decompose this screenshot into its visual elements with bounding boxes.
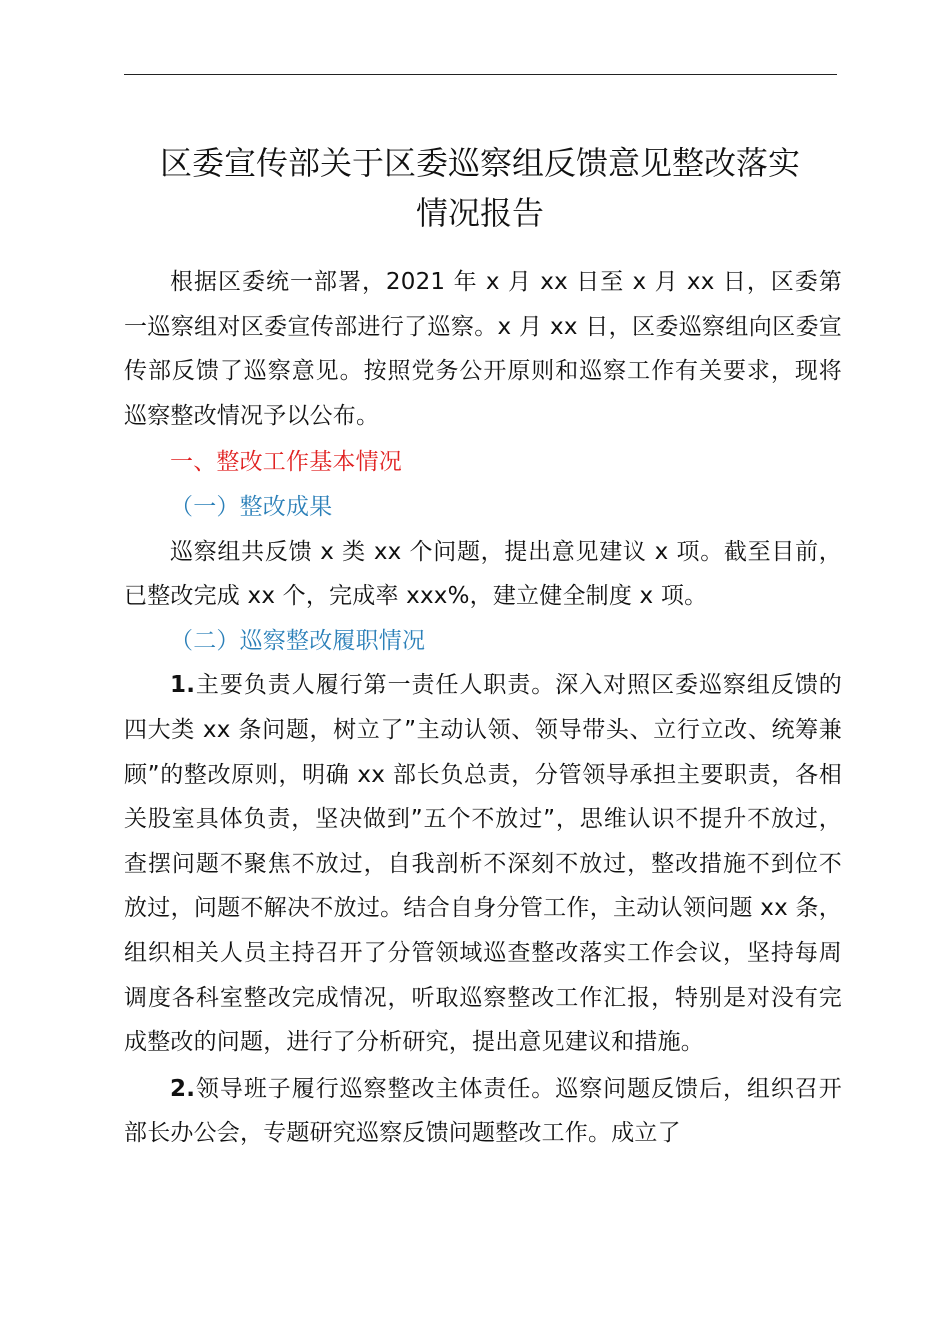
section-heading-1: 一、整改工作基本情况 xyxy=(170,449,402,476)
document-title xyxy=(100,138,860,238)
item-1-text: 主要负责人履行第一责任人职责。深入对照区委巡察组反馈的四大类 xx 条问题，树立了”主动认领、领导带头、立行立改、统筹兼顾”的整改原则，明确 xx 部长负总责，分管领导承担主要职责，各相关股室具体负责，坚决做到”五个不放过”，思维认识不提升不放过，查摆问题不聚焦不放过，自我剖析不深刻不放过，整改措施不到位不放过，问题不解决不放过。结合自身分管工作，主动认领问题 xx 条，组织相关人员主持召开了分管领域巡查整改落实工作会议，坚持每周调度各科室整改完成情况，听取巡察整改工作汇报，特别是对没有完成整改的问题，进行了分析研究，提出意见建议和措施。 xyxy=(124,672,842,1056)
item-2-number: 2. xyxy=(170,1075,196,1102)
item-1-number: 1. xyxy=(170,672,196,699)
title-line-1: 区委宣传部关于区委巡察组反馈意见整改落实 xyxy=(159,144,800,182)
title-line-2: 情况报告 xyxy=(415,194,544,232)
item-2-text: 领导班子履行巡察整改主体责任。巡察问题反馈后，组织召开部长办公会，专题研究巡察反馈问题整改工作。成立了 xyxy=(124,1075,842,1147)
document-body xyxy=(124,260,842,1156)
results-paragraph: 巡察组共反馈 x 类 xx 个问题，提出意见建议 x 项。截至目前，已整改完成 xx 个，完成率 xxx%，建立健全制度 x 项。 xyxy=(124,538,842,610)
subsection-heading-1: （一）整改成果 xyxy=(170,493,333,520)
subsection-heading-2: （二）巡察整改履职情况 xyxy=(170,627,426,654)
item-1-paragraph xyxy=(124,663,842,1064)
item-2-paragraph xyxy=(124,1067,842,1156)
intro-paragraph: 根据区委统一部署，2021 年 x 月 xx 日至 x 月 xx 日，区委第一巡察组对区委宣传部进行了巡察。x 月 xx 日，区委巡察组向区委宣传部反馈了巡察意见。按照党务公开原则和巡察工作有关要求，现将巡察整改情况予以公布。 xyxy=(124,269,842,429)
header-rule xyxy=(124,74,837,75)
